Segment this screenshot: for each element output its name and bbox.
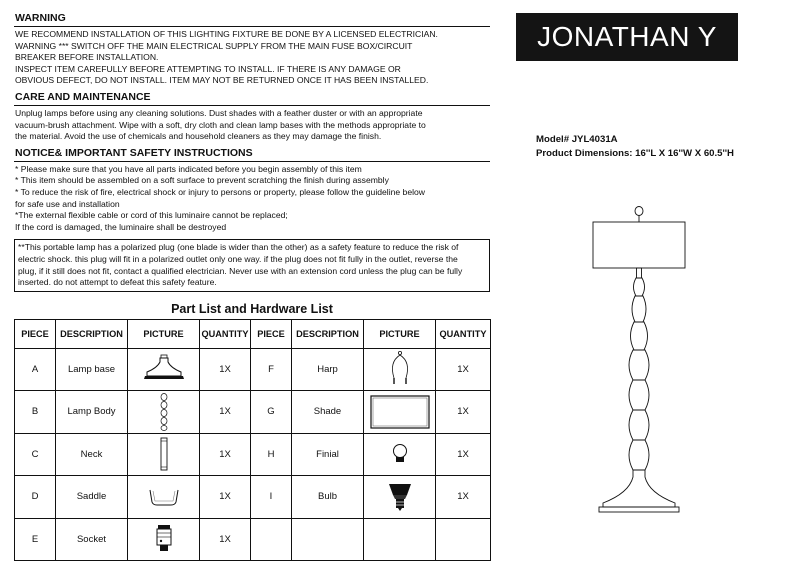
quantity-cell: 1X [200, 518, 251, 561]
product-dimensions: Product Dimensions: 16''L X 16''W X 60.5''H [536, 148, 734, 159]
header-picture: PICTURE [128, 319, 200, 348]
quantity-cell: 1X [200, 348, 251, 391]
parts-table [14, 319, 491, 562]
care-title: CARE AND MAINTENANCE [15, 90, 151, 103]
safety-line: *The external flexible cable or cord of this luminaire cannot be replaced; [15, 210, 288, 221]
table-header-row [15, 319, 491, 348]
table-row [15, 476, 491, 519]
description-cell: Finial [292, 433, 364, 476]
warning-line: BREAKER BEFORE INSTALLATION. [15, 52, 159, 63]
model-number: Model# JYL4031A [536, 134, 618, 145]
instructions-panel [14, 12, 490, 561]
safety-line: * Please make sure that you have all parts indicated before you begin assembly of this item [15, 163, 362, 174]
care-line: the material. Avoid the use of chemicals and household cleaners as they may damage the finish. [15, 131, 382, 142]
piece-cell: H [251, 433, 292, 476]
finial-icon [364, 433, 436, 476]
floor-lamp-diagram [583, 205, 695, 520]
care-line: vacuum-brush attachment. Wipe with a soft, dry cloth and clean lamp bases with the methods appropriate to [15, 119, 426, 130]
quantity-cell: 1X [436, 433, 491, 476]
product-info [536, 133, 734, 161]
divider [14, 26, 490, 27]
safety-text [14, 164, 490, 234]
notice-line: inserted. do not attempt to defeat this safety feature. [18, 277, 217, 288]
piece-cell: G [251, 391, 292, 434]
header-quantity: QUANTITY [200, 319, 251, 348]
description-cell: Harp [292, 348, 364, 391]
description-cell: Lamp base [56, 348, 128, 391]
quantity-cell [436, 518, 491, 561]
empty-picture-cell [364, 518, 436, 561]
description-cell: Bulb [292, 476, 364, 519]
quantity-cell: 1X [436, 476, 491, 519]
description-cell: Shade [292, 391, 364, 434]
notice-line: **This portable lamp has a polarized plug (one blade is wider than the other) as a safety feature to reduce the risk of [18, 242, 459, 253]
description-cell: Saddle [56, 476, 128, 519]
quantity-cell: 1X [436, 348, 491, 391]
notice-line: electric shock. this plug will fit in a polarized outlet only one way. if the plug does not fit fully in the outlet, reverse the [18, 253, 458, 264]
description-cell: Socket [56, 518, 128, 561]
warning-line: INSPECT ITEM CAREFULLY BEFORE ATTEMPTING TO INSTALL. IF THERE IS ANY DAMAGE OR [15, 63, 401, 74]
shade-icon [364, 391, 436, 434]
divider [14, 105, 490, 106]
neck-icon [128, 433, 200, 476]
piece-cell: F [251, 348, 292, 391]
safety-line: for safe use and installation [15, 198, 120, 209]
table-row [15, 433, 491, 476]
piece-cell: A [15, 348, 56, 391]
warning-line: OBVIOUS DEFECT, DO NOT INSTALL. ITEM MAY NOT BE RETURNED ONCE IT HAS BEEN INSTALLED. [15, 75, 429, 86]
notice-line: plug, if it still does not fit, contact a qualified electrician. Never use with an extension cord unless the plug can be fully [18, 265, 463, 276]
brand-logo: JONATHAN Y [516, 13, 738, 61]
description-cell: Neck [56, 433, 128, 476]
piece-cell: C [15, 433, 56, 476]
divider [14, 161, 490, 162]
warning-text [14, 29, 490, 87]
bulb-icon [364, 476, 436, 519]
header-description: DESCRIPTION [292, 319, 364, 348]
lamp-base-icon [128, 348, 200, 391]
piece-cell: E [15, 518, 56, 561]
quantity-cell: 1X [200, 476, 251, 519]
piece-cell: I [251, 476, 292, 519]
warning-line: WE RECOMMEND INSTALLATION OF THIS LIGHTING FIXTURE BE DONE BY A LICENSED ELECTRICIAN. [15, 29, 438, 39]
quantity-cell: 1X [436, 391, 491, 434]
parts-title: Part List and Hardware List [171, 301, 333, 316]
table-row [15, 348, 491, 391]
warning-line: WARNING *** SWITCH OFF THE MAIN ELECTRICAL SUPPLY FROM THE MAIN FUSE BOX/CIRCUIT [15, 40, 413, 51]
table-row [15, 518, 491, 561]
lamp-body-icon [128, 391, 200, 434]
header-description: DESCRIPTION [56, 319, 128, 348]
safety-line: * To reduce the risk of fire, electrical shock or injury to persons or property, please follow the guideline below [15, 186, 426, 197]
piece-cell [251, 518, 292, 561]
warning-title: WARNING [15, 12, 66, 24]
table-row [15, 391, 491, 434]
header-piece: PIECE [15, 319, 56, 348]
care-text [14, 108, 490, 143]
description-cell: Lamp Body [56, 391, 128, 434]
socket-icon [128, 518, 200, 561]
harp-icon [364, 348, 436, 391]
polarized-plug-notice [14, 239, 490, 291]
safety-title: NOTICE& IMPORTANT SAFETY INSTRUCTIONS [15, 146, 253, 159]
care-line: Unplug lamps before using any cleaning solutions. Dust shades with a feather duster or with an appropriate [15, 107, 423, 118]
safety-line: If the cord is damaged, the luminaire shall be destroyed [15, 221, 227, 232]
header-piece: PIECE [251, 319, 292, 348]
piece-cell: D [15, 476, 56, 519]
header-picture: PICTURE [364, 319, 436, 348]
piece-cell: B [15, 391, 56, 434]
description-cell [292, 518, 364, 561]
quantity-cell: 1X [200, 433, 251, 476]
saddle-icon [128, 476, 200, 519]
safety-line: * This item should be assembled on a soft surface to prevent scratching the finish during assembly [15, 175, 389, 186]
quantity-cell: 1X [200, 391, 251, 434]
header-quantity: QUANTITY [436, 319, 491, 348]
